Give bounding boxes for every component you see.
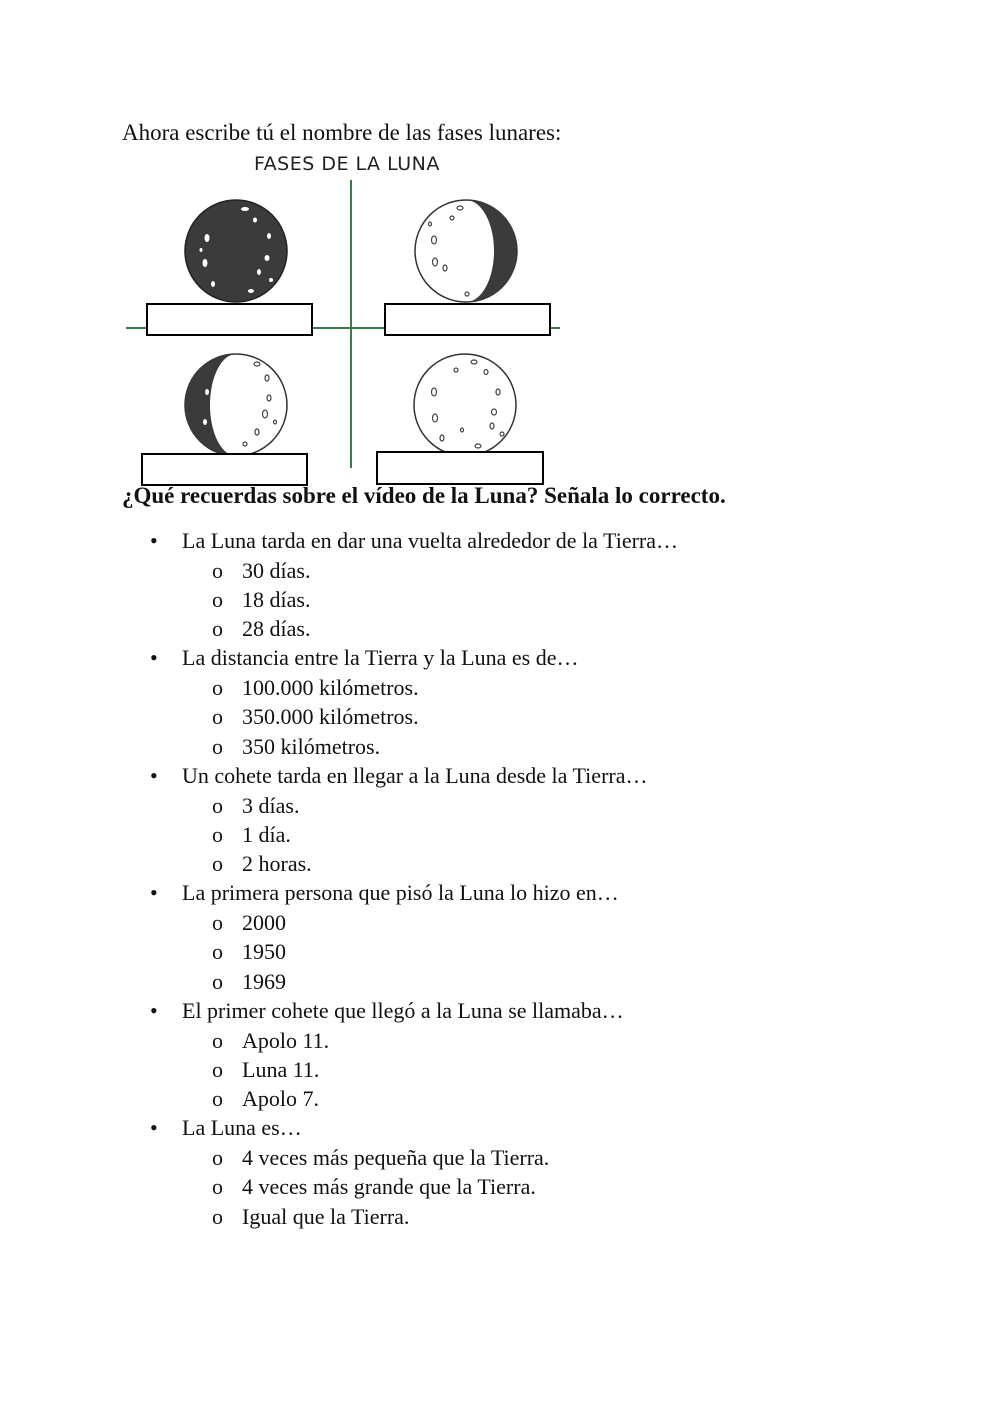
option-marker-icon: o [212, 1174, 223, 1200]
quiz-list [150, 526, 950, 1231]
option-text: 3 días. [242, 792, 300, 818]
option-text: 4 veces más pequeña que la Tierra. [242, 1145, 550, 1171]
bullet-icon: • [150, 528, 158, 553]
option-marker-icon: o [212, 1203, 223, 1229]
option-marker-icon: o [212, 586, 223, 612]
question-text: Un cohete tarda en llegar a la Luna desde la Tierra… [182, 762, 648, 788]
option-marker-icon: o [212, 1027, 223, 1053]
option-1-1[interactable] [150, 556, 950, 585]
option-text: Igual que la Tierra. [242, 1203, 410, 1229]
option-2-1[interactable] [150, 673, 950, 702]
question-text: La Luna es… [182, 1115, 302, 1141]
option-text: Apolo 11. [242, 1027, 330, 1053]
question-1 [150, 526, 950, 556]
option-text: 18 días. [242, 586, 311, 612]
option-text: 350 kilómetros. [242, 733, 381, 759]
option-6-1[interactable] [150, 1143, 950, 1172]
vertical-divider [350, 180, 352, 468]
option-6-2[interactable] [150, 1172, 950, 1201]
option-marker-icon: o [212, 821, 223, 847]
phase-answer-input-2[interactable] [384, 303, 551, 336]
question-text: La primera persona que pisó la Luna lo hizo en… [182, 880, 619, 906]
option-marker-icon: o [212, 910, 223, 936]
bullet-icon: • [150, 762, 158, 788]
bullet-icon: • [150, 1115, 158, 1141]
option-marker-icon: o [212, 851, 223, 877]
option-5-1[interactable] [150, 1026, 950, 1055]
option-marker-icon: o [212, 675, 223, 701]
question-3 [150, 761, 950, 791]
option-1-3[interactable] [150, 614, 950, 643]
option-marker-icon: o [212, 792, 223, 818]
option-text: 1950 [242, 939, 286, 965]
option-text: 1969 [242, 968, 286, 994]
option-text: 350.000 kilómetros. [242, 704, 419, 730]
option-text: 2 horas. [242, 851, 312, 877]
question-text: La Luna tarda en dar una vuelta alrededor de la Tierra… [182, 528, 679, 553]
option-3-3[interactable] [150, 849, 950, 878]
figure-title: FASES DE LA LUNA [254, 153, 440, 175]
option-text: 1 día. [242, 821, 291, 847]
option-marker-icon: o [212, 968, 223, 994]
option-marker-icon: o [212, 557, 223, 583]
question-4 [150, 878, 950, 908]
option-4-3[interactable] [150, 967, 950, 996]
phase-answer-input-4[interactable] [376, 451, 544, 485]
bullet-icon: • [150, 997, 158, 1023]
option-marker-icon: o [212, 939, 223, 965]
question-2 [150, 643, 950, 673]
option-text: Luna 11. [242, 1056, 320, 1082]
option-text: 4 veces más grande que la Tierra. [242, 1174, 536, 1200]
option-marker-icon: o [212, 1056, 223, 1082]
option-marker-icon: o [212, 1145, 223, 1171]
option-6-3[interactable] [150, 1202, 950, 1231]
option-text: 2000 [242, 910, 286, 936]
option-3-1[interactable] [150, 791, 950, 820]
option-4-1[interactable] [150, 908, 950, 937]
option-2-2[interactable] [150, 702, 950, 731]
waning-moon-icon [183, 352, 289, 458]
question-5 [150, 996, 950, 1026]
option-marker-icon: o [212, 733, 223, 759]
question-text: El primer cohete que llegó a la Luna se llamaba… [182, 997, 624, 1023]
quiz-title: ¿Qué recuerdas sobre el vídeo de la Luna? Señala lo correcto. [122, 483, 726, 508]
question-text: La distancia entre la Tierra y la Luna es de… [182, 645, 579, 671]
intro-instruction: Ahora escribe tú el nombre de las fases lunares: [122, 120, 562, 145]
question-6 [150, 1113, 950, 1143]
phase-answer-input-3[interactable] [141, 453, 308, 486]
bullet-icon: • [150, 645, 158, 671]
option-1-2[interactable] [150, 585, 950, 614]
bullet-icon: • [150, 880, 158, 906]
option-5-2[interactable] [150, 1055, 950, 1084]
moon-phases-figure [120, 150, 570, 490]
full-moon-icon [412, 352, 518, 458]
option-text: Apolo 7. [242, 1086, 319, 1112]
option-marker-icon: o [212, 616, 223, 642]
option-4-2[interactable] [150, 937, 950, 966]
option-5-3[interactable] [150, 1084, 950, 1113]
option-marker-icon: o [212, 704, 223, 730]
option-3-2[interactable] [150, 820, 950, 849]
waxing-moon-icon [412, 198, 520, 304]
option-text: 30 días. [242, 557, 311, 583]
option-text: 100.000 kilómetros. [242, 675, 419, 701]
new-moon-icon [183, 198, 289, 304]
option-text: 28 días. [242, 616, 311, 642]
phase-answer-input-1[interactable] [146, 303, 313, 336]
option-marker-icon: o [212, 1086, 223, 1112]
option-2-3[interactable] [150, 732, 950, 761]
